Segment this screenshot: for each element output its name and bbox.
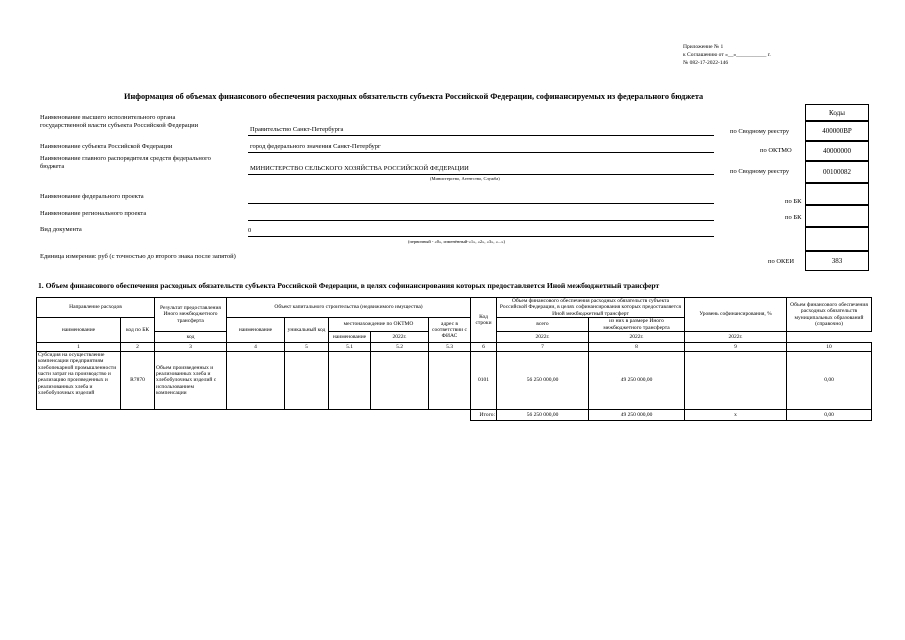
col-number: 5.1 <box>329 343 371 352</box>
field-doc-type-underline <box>248 236 714 237</box>
header-result: Результат предоставления Иного межбюджетного трансферта <box>155 298 227 332</box>
header-object-name: наименование <box>227 318 285 343</box>
col-number: 8 <box>589 343 685 352</box>
section-title: 1. Объем финансового обеспечения расходных обязательств субъекта Российской Федерации, в целях софинансирования которых предоставляется Иной межбюджетный трансферт <box>38 281 660 290</box>
row-loc-code <box>329 352 371 410</box>
field-distributor-label: Наименование главного распорядителя средств федерального бюджета <box>40 155 211 170</box>
codes-header: Коды <box>805 104 869 121</box>
field-subject-underline <box>248 152 714 153</box>
field-unit-code: 383 <box>805 251 869 271</box>
row-municipal: 0,00 <box>787 352 872 410</box>
field-regional-project-code-label: по БК <box>785 214 802 221</box>
field-distributor-code-label: по Сводному реестру <box>730 168 790 175</box>
header-name: наименование <box>37 318 121 343</box>
page-title: Информация об объемах финансового обеспечения расходных обязательств субъекта Российской Федерации, софинансируемых из федерального бюджета <box>124 92 704 101</box>
header-loc-code: код <box>155 332 227 343</box>
field-federal-project-code <box>805 183 869 205</box>
totals-level: x <box>685 410 787 421</box>
field-regional-project-code <box>805 205 869 227</box>
col-number: 5.2 <box>371 343 429 352</box>
header-location: местонахождение по ОКТМО <box>329 318 429 332</box>
field-doc-type-label: Вид документа <box>40 226 82 233</box>
field-distributor-sublabel: (Министерство, Агентство, Служба) <box>430 176 500 181</box>
field-subject-code: 40000000 <box>805 141 869 161</box>
table-row <box>37 352 872 410</box>
field-unit-label: Единица измерения: руб (с точностью до второго знака после запятой) <box>40 253 236 260</box>
header-object: Объект капитального строительства (недвижимого имущества) <box>227 298 471 318</box>
appendix-line-1: Приложение № 1 <box>683 44 724 50</box>
appendix-line-2: к Соглашению от «__»___________ г. <box>683 52 771 58</box>
field-federal-project-underline <box>248 203 714 204</box>
field-doc-type-value: 0 <box>248 227 252 234</box>
totals-incl: 49 250 000,00 <box>589 410 685 421</box>
field-executive-body-label: Наименование высшего исполнительного органа государственной власти субъекта Российской Федерации <box>40 114 199 129</box>
totals-municipal: 0,00 <box>787 410 872 421</box>
col-number: 4 <box>227 343 285 352</box>
field-executive-body-code: 400000ВР <box>805 121 869 141</box>
header-address: адрес в соответствии с ФИАС <box>429 318 471 343</box>
field-distributor-code: 00100082 <box>805 161 869 183</box>
field-regional-project-label: Наименование регионального проекта <box>40 210 147 217</box>
field-subject-value: город федерального значения Санкт-Петербург <box>250 143 381 150</box>
col-number: 5.3 <box>429 343 471 352</box>
header-row-code: Код строки <box>471 298 497 343</box>
col-number: 9 <box>685 343 787 352</box>
row-name: Субсидия на осуществление компенсации предприятиям хлебопекарной промышленности части затрат на производство и реализацию произведенных и реализованных хлеба и хлебобулочных изделий <box>37 352 121 410</box>
col-number: 10 <box>787 343 872 352</box>
field-executive-body-value: Правительство Санкт-Петербурга <box>250 126 344 133</box>
row-result: Объем произведенных и реализованных хлеба и хлебобулочных изделий с использованием компенсации <box>155 352 227 410</box>
field-doc-type-sublabel: (первичный - «0», изменённый-«1», «2», «3», «...») <box>408 239 506 244</box>
header-loc-name: наименование <box>329 332 371 343</box>
col-number: 3 <box>155 343 227 352</box>
col-number: 5 <box>285 343 329 352</box>
header-volume: Объем финансового обеспечения расходных обязательств субъекта Российской Федерации, в целях софинансирования которых предоставляется Иной межбюджетный трансферт <box>497 298 685 318</box>
header-municipal: Объем финансового обеспечения расходных обязательств муниципальных образований (справочно) <box>787 298 872 332</box>
field-executive-body-code-label: по Сводному реестру <box>730 128 790 135</box>
totals-label: Итого: <box>471 410 497 421</box>
row-level <box>685 352 787 410</box>
header-year-total: 2022г. <box>371 332 429 343</box>
field-distributor-value: МИНИСТЕРСТВО СЕЛЬСКОГО ХОЗЯЙСТВА РОССИЙСКОЙ ФЕДЕРАЦИИ <box>250 165 469 172</box>
header-unique-code: уникальный код <box>285 318 329 343</box>
header-year-incl: 2022г. <box>497 332 589 343</box>
header-year-municipal: 2022г. <box>685 332 787 343</box>
row-address <box>429 352 471 410</box>
field-distributor-underline <box>248 174 714 175</box>
col-number: 7 <box>497 343 589 352</box>
row-kbk: R7870 <box>121 352 155 410</box>
field-subject-label: Наименование субъекта Российской Федерации <box>40 143 173 150</box>
row-total: 56 250 000,00 <box>497 352 589 410</box>
header-expense-direction: Направление расходов <box>37 298 155 318</box>
col-number: 6 <box>471 343 497 352</box>
totals-row <box>37 410 872 421</box>
header-year-level: 2022г. <box>589 332 685 343</box>
header-kbk: код по БК <box>121 318 155 343</box>
field-doc-type-code <box>805 227 869 251</box>
row-incl: 49 250 000,00 <box>589 352 685 410</box>
header-level: Уровень софинансирования, % <box>685 298 787 332</box>
field-executive-body-underline <box>248 135 714 136</box>
appendix-line-3: № 082-17-2022-146 <box>683 60 729 66</box>
field-federal-project-label: Наименование федерального проекта <box>40 193 144 200</box>
field-regional-project-underline <box>248 220 714 221</box>
field-federal-project-code-label: по БК <box>785 198 802 205</box>
col-number: 1 <box>37 343 121 352</box>
row-code: 0101 <box>471 352 497 410</box>
header-total: всего <box>497 318 589 332</box>
col-number: 2 <box>121 343 155 352</box>
row-object-name <box>227 352 285 410</box>
header-incl: из них в размере Иного межбюджетного трансферта <box>589 318 685 332</box>
row-unique-code <box>285 352 329 410</box>
financing-table <box>36 297 872 421</box>
field-unit-code-label: по ОКЕИ <box>768 258 795 265</box>
field-subject-code-label: по ОКТМО <box>760 147 792 154</box>
row-loc-name <box>371 352 429 410</box>
totals-total: 56 250 000,00 <box>497 410 589 421</box>
